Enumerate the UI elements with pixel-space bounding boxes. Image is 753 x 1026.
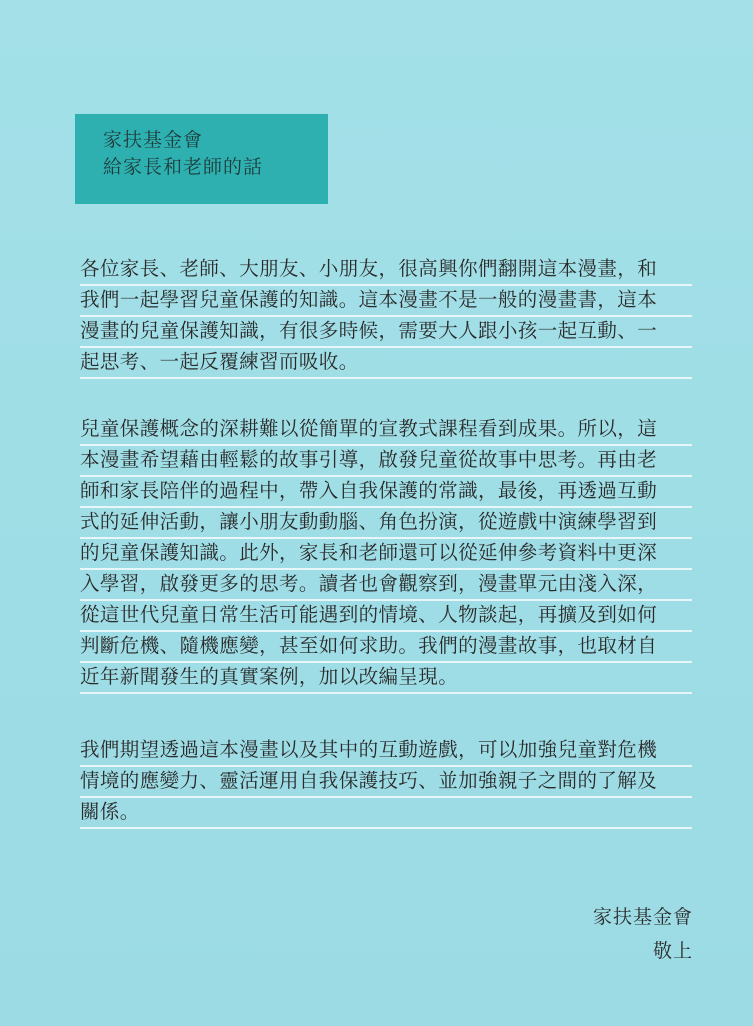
text-line: 判斷危機、隨機應變，甚至如何求助。我們的漫畫故事，也取材自 bbox=[80, 632, 692, 663]
text-line: 入學習，啟發更多的思考。讀者也會觀察到，漫畫單元由淺入深， bbox=[80, 570, 692, 601]
text-line: 兒童保護概念的深耕難以從簡單的宣教式課程看到成果。所以，這 bbox=[80, 415, 692, 446]
signature bbox=[593, 900, 693, 968]
text-line: 近年新聞發生的真實案例，加以改編呈現。 bbox=[80, 663, 692, 694]
text-line: 式的延伸活動，讓小朋友動動腦、角色扮演，從遊戲中演練學習到 bbox=[80, 508, 692, 539]
text-line: 漫畫的兒童保護知識，有很多時候，需要大人跟小孩一起互動、一 bbox=[80, 317, 692, 348]
paragraph-1 bbox=[80, 255, 692, 379]
text-line: 各位家長、老師、大朋友、小朋友，很高興你們翻開這本漫畫，和 bbox=[80, 255, 692, 286]
text-line: 師和家長陪伴的過程中，帶入自我保護的常識，最後，再透過互動 bbox=[80, 477, 692, 508]
text-line: 起思考、一起反覆練習而吸收。 bbox=[80, 348, 692, 379]
signature-closing: 敬上 bbox=[652, 940, 693, 962]
text-line: 本漫畫希望藉由輕鬆的故事引導，啟發兒童從故事中思考。再由老 bbox=[80, 446, 692, 477]
text-line: 關係。 bbox=[80, 798, 692, 829]
signature-org: 家扶基金會 bbox=[592, 906, 693, 928]
title-line-2: 給家長和老師的話 bbox=[103, 156, 264, 178]
text-line: 我們一起學習兒童保護的知識。這本漫畫不是一般的漫畫書，這本 bbox=[80, 286, 692, 317]
text-line: 情境的應變力、靈活運用自我保護技巧、並加強親子之間的了解及 bbox=[80, 767, 692, 798]
text-line: 的兒童保護知識。此外，家長和老師還可以從延伸參考資料中更深 bbox=[80, 539, 692, 570]
paragraph-3 bbox=[80, 736, 692, 829]
title-line-1: 家扶基金會 bbox=[103, 129, 204, 151]
text-line: 從這世代兒童日常生活可能遇到的情境、人物談起，再擴及到如何 bbox=[80, 601, 692, 632]
text-line: 我們期望透過這本漫畫以及其中的互動遊戲，可以加強兒童對危機 bbox=[80, 736, 692, 767]
paragraph-2 bbox=[80, 415, 692, 694]
title-box bbox=[75, 114, 328, 204]
